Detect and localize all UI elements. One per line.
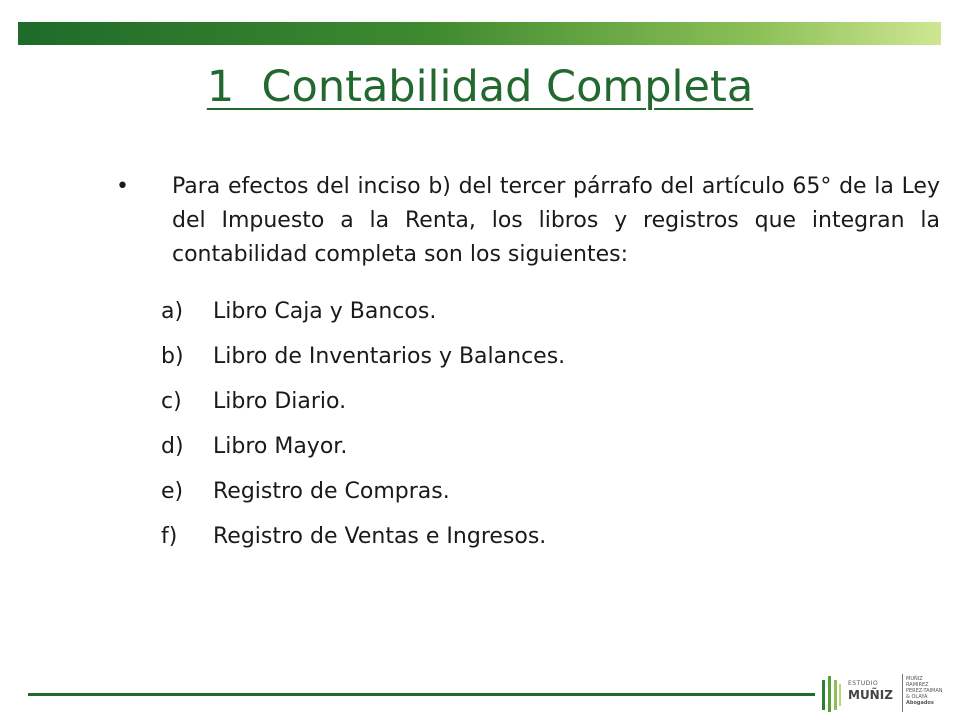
list-text: Libro Mayor.: [213, 434, 348, 459]
list-text: Libro Diario.: [213, 389, 347, 414]
logo-small-text: ESTUDIO: [848, 680, 879, 687]
list-text: Registro de Compras.: [213, 479, 450, 504]
list-text: Libro de Inventarios y Balances.: [213, 344, 566, 369]
list-marker: a): [161, 299, 184, 324]
company-logo: [820, 670, 950, 716]
top-gradient-bar: [18, 22, 941, 45]
list-marker: c): [161, 389, 182, 414]
list-item: [161, 474, 565, 519]
books-list: [161, 294, 565, 564]
list-marker: d): [161, 434, 184, 459]
list-marker: b): [161, 344, 184, 369]
logo-mark-icon: [820, 674, 844, 714]
logo-partner-line: & OLAYA: [906, 694, 928, 700]
slide-title: 1 Contabilidad Completa: [206, 62, 754, 112]
logo-partners: [906, 676, 943, 706]
logo-partner-line: RAMIREZ: [906, 682, 929, 688]
bottom-divider-line: [28, 693, 815, 696]
intro-bullet: [116, 170, 940, 272]
list-marker: e): [161, 479, 184, 504]
logo-name: MUÑIZ: [848, 688, 893, 702]
list-item: [161, 519, 565, 564]
logo-partner-line: Abogados: [906, 700, 934, 706]
list-text: Registro de Ventas e Ingresos.: [213, 524, 547, 549]
logo-partner-line: MUÑIZ: [906, 676, 923, 682]
intro-paragraph: Para efectos del inciso b) del tercer párrafo del artículo 65° de la Ley del Impuesto a la Renta, los libros y registros que integran la contabilidad completa son los siguientes:: [172, 174, 940, 267]
bullet-marker: •: [116, 174, 129, 199]
list-text: Libro Caja y Bancos.: [213, 299, 437, 324]
logo-partner-line: PEREZ-TAIMAN: [906, 688, 943, 694]
logo-separator: [902, 674, 903, 712]
list-item: [161, 384, 565, 429]
list-item: [161, 429, 565, 474]
list-item: [161, 294, 565, 339]
list-item: [161, 339, 565, 384]
list-marker: f): [161, 524, 178, 549]
